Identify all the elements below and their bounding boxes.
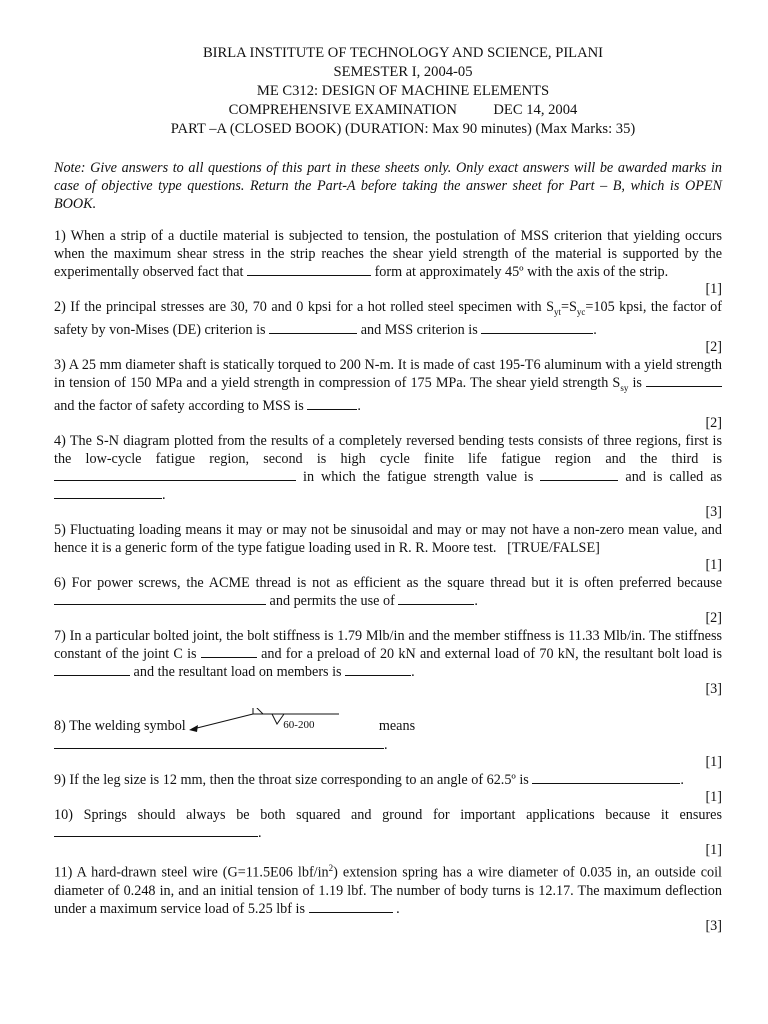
semester: SEMESTER I, 2004-05	[333, 64, 473, 80]
question-3: 3) A 25 mm diameter shaft is statically torqued to 200 N-m. It is made of cast 195-T6 aluminum with a yield strength in tension of 150 MPa and a yield strength in compression of 175 MPa. The shear yield strength $S_{sy}$ is and the factor of safety according to MSS is . [2]	[54, 357, 722, 431]
question-4: 4) The S-N diagram plotted from the results of a completely reversed bending tests consists of three regions, first is the low-cycle fatigue region, second is high cycle finite life fatigue region and the third is in which the fatigue strength value is and is called as . [3]	[54, 432, 723, 520]
answer-blank[interactable]	[540, 468, 618, 481]
question-10: 10) Springs should always be both squared and ground for important applications because it ensures . [1]	[54, 806, 722, 858]
answer-blank[interactable]	[398, 592, 474, 605]
marks: [3]	[705, 503, 722, 520]
question-5: 5) Fluctuating loading means it may or may not be sinusoidal and may or may not have a non-zero mean value, and hence it is a generic form of the type fatigue loading used in R. R. Moore test. [TRUE/FALSE] [1]	[54, 521, 722, 573]
exam-date: DEC 14, 2004	[493, 102, 578, 118]
exam-line	[84, 101, 722, 120]
institute-name: BIRLA INSTITUTE OF TECHNOLOGY AND SCIENCE, PILANI	[202, 45, 604, 61]
answer-blank[interactable]	[54, 824, 258, 837]
marks: [1]	[705, 556, 722, 573]
answer-blank[interactable]	[54, 486, 162, 499]
question-2: 2) If the principal stresses are 30, 70 and 0 kpsi for a hot rolled steel specimen with $S_{yt}=S_{yc}=105$ kpsi, the factor of safety by von-Mises (DE) criterion is and MSS criterion is . [2]	[54, 299, 722, 356]
weld-arrow-icon	[189, 708, 375, 736]
marks: [2]	[705, 609, 722, 626]
marks: [3]	[705, 917, 722, 934]
marks: [2]	[705, 414, 722, 431]
question-1: 1) When a strip of a ductile material is subjected to tension, the postulation of MSS criterion that yielding occurs when the maximum shear stress in the strip reaches the shear yield strength of the material is supported by the experimentally observed fact that form at approximately 45º with the axis of the strip. [1]	[54, 228, 722, 298]
question-6: 6) For power screws, the ACME thread is not as efficient as the square thread but it is often preferred because and permits the use of . [2]	[54, 574, 722, 626]
answer-blank[interactable]	[269, 321, 357, 334]
true-false-option[interactable]: [TRUE/FALSE]	[507, 539, 600, 556]
question-9: 9) If the leg size is 12 mm, then the throat size corresponding to an angle of 62.5º is . [1]	[54, 771, 722, 805]
weld-dimension: 60-200	[283, 718, 315, 731]
answer-blank[interactable]	[646, 374, 722, 387]
marks: [3]	[705, 680, 722, 697]
marks: [1]	[705, 281, 722, 298]
answer-blank[interactable]	[54, 663, 130, 676]
question-11: 11) A hard-drawn steel wire (G=11.5E06 lbf/$in^2$) extension spring has a wire diameter of 0.035 in, an outside coil diameter of 0.248 in, and an initial tension of 1.19 lbf. The number of body turns is 12.17. The maximum deflection under a maximum service load of 5.25 lbf is . [3]	[54, 862, 722, 934]
course-title: ME C312: DESIGN OF MACHINE ELEMENTS	[256, 83, 550, 99]
answer-blank[interactable]	[481, 321, 593, 334]
part-info: PART –A (CLOSED BOOK) (DURATION: Max 90 minutes) (Max Marks: 35)	[170, 121, 636, 137]
exam-note: Note: Give answers to all questions of this part in these sheets only. Only exact answers will be awarded marks in case of objective type questions. Return the Part-A before taking the answer sheet for Part – B, which is OPEN BOOK.	[54, 160, 722, 212]
answer-blank[interactable]	[54, 468, 296, 481]
answer-blank[interactable]	[247, 263, 371, 276]
welding-symbol	[189, 708, 375, 736]
question-7: 7) In a particular bolted joint, the bolt stiffness is 1.79 Mlb/in and the member stiffness is 11.33 Mlb/in. The stiffness constant of the joint C is and for a preload of 20 kN and external load of 70 kN, the resultant bolt load is and the resultant load on members is . [3]	[54, 627, 723, 697]
answer-blank[interactable]	[345, 663, 411, 676]
marks: [1]	[705, 753, 722, 770]
answer-blank[interactable]	[307, 397, 357, 410]
answer-blank[interactable]	[201, 645, 257, 658]
answer-blank[interactable]	[309, 900, 393, 913]
exam-name: COMPREHENSIVE EXAMINATION	[228, 102, 457, 118]
exam-header	[84, 44, 722, 139]
answer-blank[interactable]	[54, 736, 384, 749]
question-8: 8) The welding symbol 60-200 means . [1]	[54, 708, 722, 771]
marks: [2]	[705, 339, 722, 356]
marks: [1]	[705, 788, 722, 805]
answer-blank[interactable]	[54, 592, 266, 605]
answer-blank[interactable]	[532, 771, 680, 784]
marks: [1]	[705, 841, 722, 858]
